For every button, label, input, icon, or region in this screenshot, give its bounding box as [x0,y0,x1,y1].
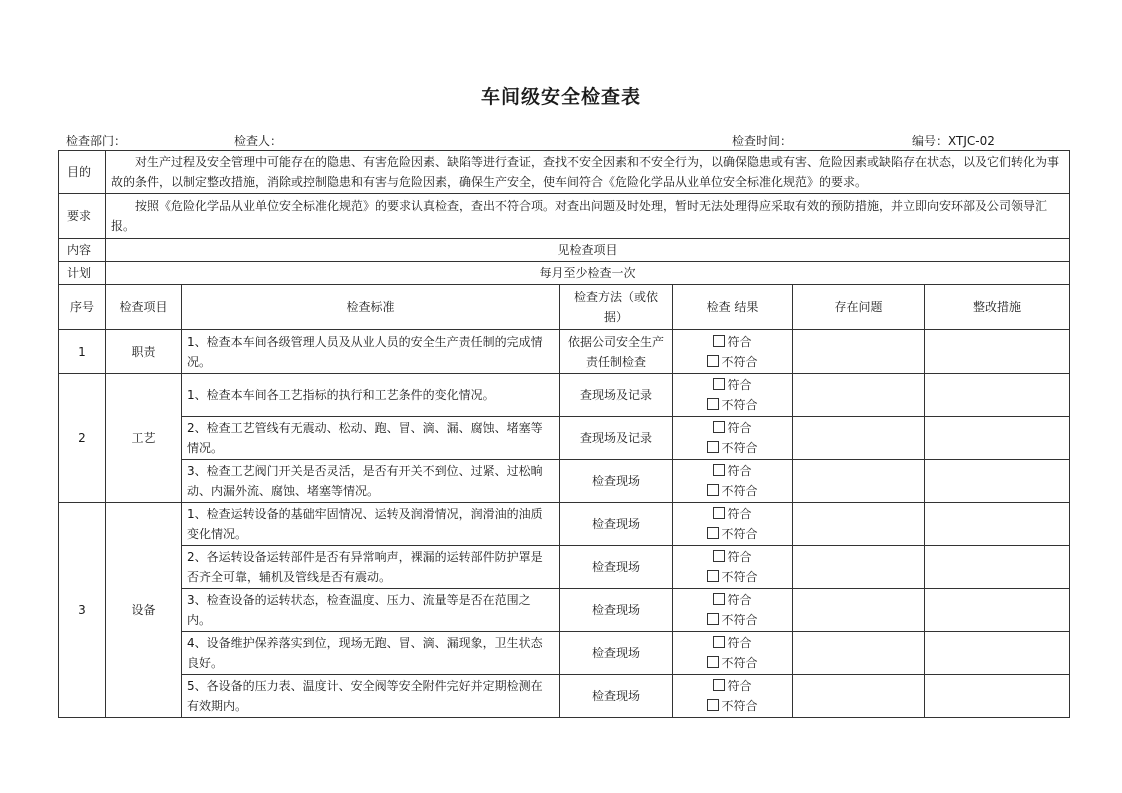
row-problem[interactable] [793,460,925,503]
col-action: 整改措施 [925,285,1070,330]
row-problem[interactable] [793,546,925,589]
pass-checkbox-label: 符合 [727,550,752,564]
time-label: 检查时间： [732,134,793,148]
pass-checkbox[interactable] [713,421,751,435]
dept-label: 检查部门： [66,134,127,148]
fail-checkbox[interactable] [707,484,757,498]
row-item: 职责 [106,330,182,374]
row-standard: 2、检查工艺管线有无震动、松动、跑、冒、滴、漏、腐蚀、堵塞等情况。 [182,417,560,460]
fail-checkbox-label: 不符合 [721,527,758,541]
fail-checkbox[interactable] [707,699,757,713]
checkbox-icon[interactable] [707,441,719,453]
row-action[interactable] [925,589,1070,632]
inspector-label: 检查人： [234,134,283,148]
checkbox-icon[interactable] [707,699,719,711]
fail-checkbox[interactable] [707,398,757,412]
checkbox-icon[interactable] [713,550,725,562]
row-action[interactable] [925,675,1070,718]
plan-row [59,262,1070,285]
row-result [673,460,793,503]
row-standard: 1、检查运转设备的基础牢固情况、运转及润滑情况，润滑油的油质变化情况。 [182,503,560,546]
fail-checkbox-label: 不符合 [721,613,758,627]
row-method: 检查现场 [560,675,673,718]
pass-checkbox[interactable] [713,593,751,607]
row-standard: 1、检查本车间各级管理人员及从业人员的安全生产责任制的完成情况。 [182,330,560,374]
col-seq: 序号 [59,285,106,330]
checkbox-icon[interactable] [707,613,719,625]
checkbox-icon[interactable] [713,335,725,347]
table-row [59,460,1070,503]
fail-checkbox[interactable] [707,527,757,541]
checkbox-icon[interactable] [713,679,725,691]
checkbox-icon[interactable] [713,507,725,519]
row-standard: 2、各运转设备运转部件是否有异常响声，裸漏的运转部件防护罩是否齐全可靠，辅机及管线是否有震动。 [182,546,560,589]
row-standard: 1、检查本车间各工艺指标的执行和工艺条件的变化情况。 [182,374,560,417]
table-row [59,330,1070,374]
purpose-label: 目的 [59,151,106,194]
content-row [59,239,1070,262]
checkbox-icon[interactable] [713,464,725,476]
row-action[interactable] [925,417,1070,460]
row-result [673,417,793,460]
row-result [673,330,793,374]
row-seq: 2 [59,374,106,503]
pass-checkbox-label: 符合 [727,679,752,693]
col-problem: 存在问题 [793,285,925,330]
checkbox-icon[interactable] [707,570,719,582]
row-method: 依据公司安全生产责任制检查 [560,330,673,374]
checkbox-icon[interactable] [707,527,719,539]
fail-checkbox-label: 不符合 [721,656,758,670]
row-method: 检查现场 [560,460,673,503]
row-problem[interactable] [793,589,925,632]
table-row [59,546,1070,589]
row-seq: 1 [59,330,106,374]
row-problem[interactable] [793,417,925,460]
row-item: 工艺 [106,374,182,503]
row-problem[interactable] [793,632,925,675]
page-title: 车间级安全检查表 [480,86,641,108]
inspection-table [58,150,1070,718]
col-method: 检查方法（或依据） [560,285,673,330]
row-action[interactable] [925,546,1070,589]
checkbox-icon[interactable] [707,484,719,496]
fail-checkbox-label: 不符合 [721,354,758,369]
row-result [673,546,793,589]
fail-checkbox-label: 不符合 [721,699,758,713]
checkbox-icon[interactable] [707,656,719,668]
fail-checkbox[interactable] [707,613,757,627]
content-label: 内容 [59,239,106,262]
row-method: 查现场及记录 [560,374,673,417]
pass-checkbox-label: 符合 [727,464,752,478]
purpose-text: 对生产过程及安全管理中可能存在的隐患、有害危险因素、缺陷等进行查证，查找不安全因素和不安全行为，以确保隐患或有害、危险因素或缺陷存在状态，以及它们转化为事故的条件，以制定整改措施，消除或控制隐患和有害与危险因素，确保生产安全，使车间符合《危险化学品从业单位安全标准化规范》的要求。 [106,151,1070,194]
row-problem[interactable] [793,330,925,374]
row-result [673,503,793,546]
pass-checkbox[interactable] [713,679,751,693]
fail-checkbox[interactable] [707,570,757,584]
col-item: 检查项目 [106,285,182,330]
column-header-row [59,285,1070,330]
pass-checkbox-label: 符合 [727,507,752,521]
pass-checkbox[interactable] [713,507,751,521]
row-action[interactable] [925,330,1070,374]
row-problem[interactable] [793,503,925,546]
plan-text: 每月至少检查一次 [106,262,1070,285]
purpose-row [59,151,1070,194]
pass-checkbox-label: 符合 [727,334,752,349]
fail-checkbox-label: 不符合 [721,484,758,498]
plan-label: 计划 [59,262,106,285]
fail-checkbox[interactable] [707,441,757,455]
checkbox-icon[interactable] [713,636,725,648]
requirement-label: 要求 [59,194,106,239]
table-row [59,589,1070,632]
checkbox-icon[interactable] [713,593,725,605]
pass-checkbox[interactable] [713,378,751,392]
col-standard: 检查标准 [182,285,560,330]
requirement-text: 按照《危险化学品从业单位安全标准化规范》的要求认真检查，查出不符合项。对查出问题及时处理，暂时无法处理得应采取有效的预防措施，并立即向安环部及公司领导汇报。 [106,194,1070,239]
form-number: 编号：XTJC-02 [912,134,995,148]
fail-checkbox-label: 不符合 [721,398,758,412]
checkbox-icon[interactable] [707,398,719,410]
fail-checkbox-label: 不符合 [721,441,758,455]
fail-checkbox[interactable] [707,656,757,670]
row-result [673,589,793,632]
table-row [59,503,1070,546]
pass-checkbox[interactable] [713,335,751,349]
row-action[interactable] [925,374,1070,417]
row-method: 检查现场 [560,546,673,589]
row-result [673,374,793,417]
pass-checkbox-label: 符合 [727,421,752,435]
fail-checkbox-label: 不符合 [721,570,758,584]
checkbox-icon[interactable] [707,355,719,367]
row-method: 查现场及记录 [560,417,673,460]
checkbox-icon[interactable] [713,421,725,433]
row-method: 检查现场 [560,589,673,632]
row-result [673,632,793,675]
pass-checkbox-label: 符合 [727,378,752,392]
table-row [59,632,1070,675]
col-result: 检查 结果 [673,285,793,330]
table-row [59,417,1070,460]
row-method: 检查现场 [560,503,673,546]
row-action[interactable] [925,460,1070,503]
row-problem[interactable] [793,675,925,718]
pass-checkbox[interactable] [713,464,751,478]
row-problem[interactable] [793,374,925,417]
row-action[interactable] [925,632,1070,675]
row-seq: 3 [59,503,106,718]
requirement-row [59,194,1070,239]
content-text: 见检查项目 [106,239,1070,262]
row-method: 检查现场 [560,632,673,675]
table-row [59,675,1070,718]
row-action[interactable] [925,503,1070,546]
row-item: 设备 [106,503,182,718]
row-standard: 5、各设备的压力表、温度计、安全阀等安全附件完好并定期检测在有效期内。 [182,675,560,718]
pass-checkbox[interactable] [713,550,751,564]
pass-checkbox-label: 符合 [727,636,752,650]
row-result [673,675,793,718]
table-row [59,374,1070,417]
pass-checkbox-label: 符合 [727,593,752,607]
row-standard: 3、检查设备的运转状态，检查温度、压力、流量等是否在范围之内。 [182,589,560,632]
pass-checkbox[interactable] [713,636,751,650]
row-standard: 3、检查工艺阀门开关是否灵活，是否有开关不到位、过紧、过松晌动、内漏外流、腐蚀、堵塞等情况。 [182,460,560,503]
fail-checkbox[interactable] [707,355,757,369]
checkbox-icon[interactable] [713,378,725,390]
row-standard: 4、设备维护保养落实到位，现场无跑、冒、滴、漏现象，卫生状态良好。 [182,632,560,675]
